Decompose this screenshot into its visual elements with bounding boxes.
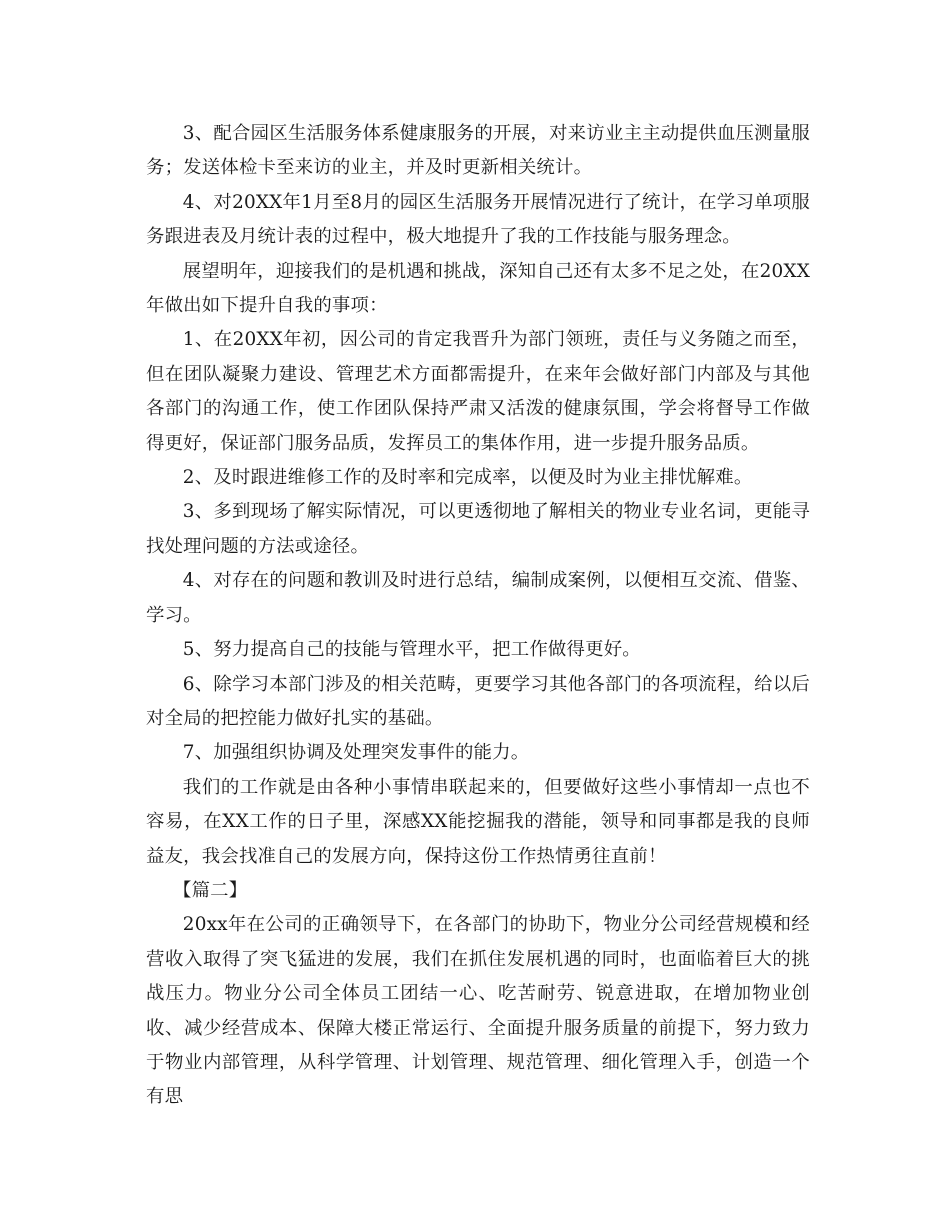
plan-item-2: 2、及时跟进维修工作的及时率和完成率，以便及时为业主排忧解难。 <box>182 467 753 489</box>
paragraph-outlook: 展望明年，迎接我们的是机遇和挑战，深知自己还有太多不足之处，在20XX年做出如下提升自我的事项： <box>146 260 810 317</box>
plan-item-1: 1、在20XX年初，因公司的肯定我晋升为部门领班，责任与义务随之而至，但在团队凝聚力建设、管理艺术方面都需提升，在来年会做好部门内部及与其他各部门的沟通工作，使工作团队保持严肃又活泼的健康氛围，学会将督导工作做得更好，保证部门服务品质，发挥员工的集体作用，进一步提升服务品质。 <box>146 329 810 454</box>
plan-item-7: 7、加强组织协调及处理突发事件的能力。 <box>182 742 530 764</box>
plan-item-4: 4、对存在的问题和教训及时进行总结，编制成案例，以便相互交流、借鉴、学习。 <box>146 570 810 626</box>
paragraph-item-3: 3、配合园区生活服务体系健康服务的开展，对来访业主主动提供血压测量服务；发送体检卡至来访的业主，并及时更新相关统计。 <box>146 123 810 179</box>
document-body <box>146 117 810 1115</box>
section-heading: 【篇二】 <box>173 879 248 901</box>
plan-item-6: 6、除学习本部门涉及的相关范畴，更要学习其他各部门的各项流程，给以后对全局的把控能力做好扎实的基础。 <box>146 673 810 729</box>
plan-item-3: 3、多到现场了解实际情况，可以更透彻地了解相关的物业专业名词，更能寻找处理问题的方法或途径。 <box>146 501 810 557</box>
plan-item-5: 5、努力提高自己的技能与管理水平，把工作做得更好。 <box>182 639 641 661</box>
paragraph-closing: 我们的工作就是由各种小事情串联起来的，但要做好这些小事情却一点也不容易，在XX工作的日子里，深感XX能挖掘我的潜能，领导和同事都是我的良师益友，我会找准自己的发展方向，保持这份工作热情勇往直前！ <box>146 776 810 867</box>
section-paragraph: 20xx年在公司的正确领导下，在各部门的协助下，物业分公司经营规模和经营收入取得了突飞猛进的发展，我们在抓住发展机遇的同时，也面临着巨大的挑战压力。物业分公司全体员工团结一心、吃苦耐劳、锐意进取，在增加物业创收、减少经营成本、保障大楼正常运行、全面提升服务质量的前提下，努力致力于物业内部管理，从科学管理、计划管理、规范管理、细化管理入手，创造一个有思 <box>146 914 810 1108</box>
paragraph-item-4: 4、对20XX年1月至8月的园区生活服务开展情况进行了统计，在学习单项服务跟进表及月统计表的过程中，极大地提升了我的工作技能与服务理念。 <box>146 191 810 248</box>
